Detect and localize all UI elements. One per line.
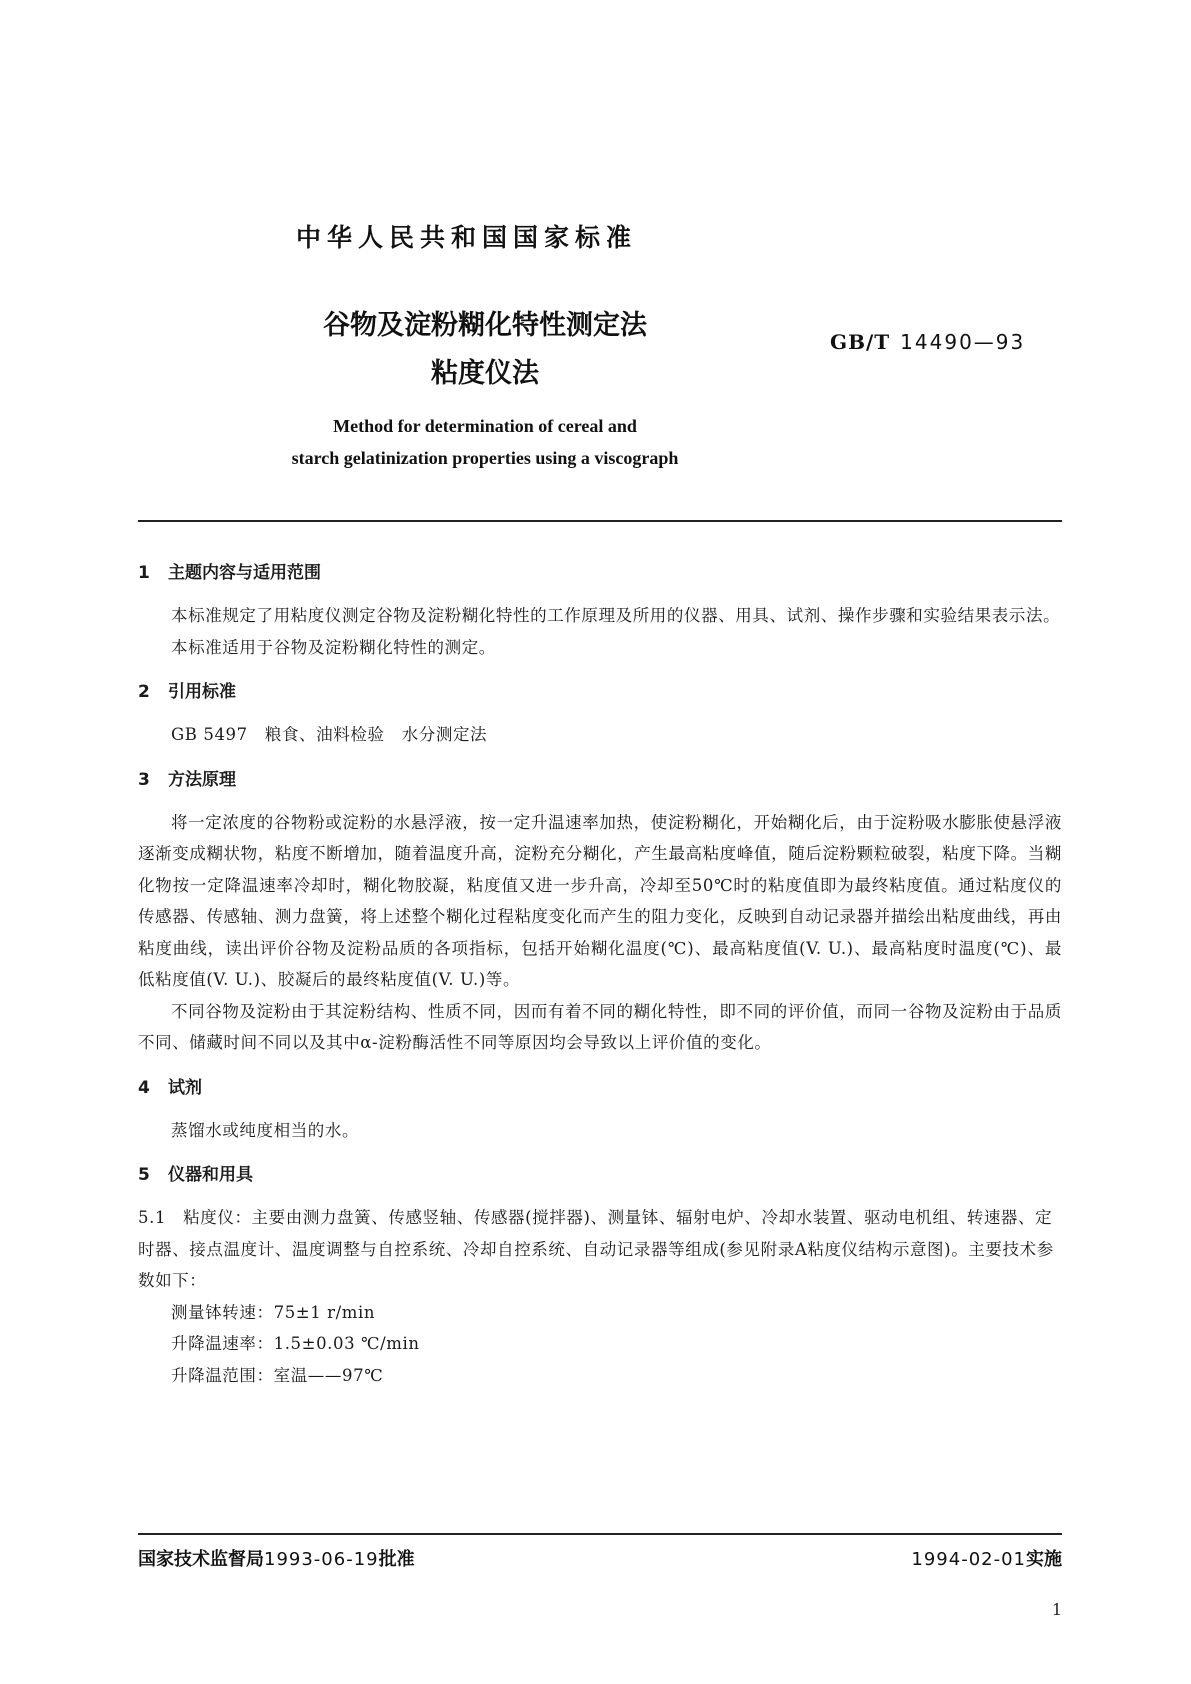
section-title: 主题内容与适用范围 bbox=[168, 563, 321, 583]
effective-line bbox=[880, 1545, 1062, 1571]
standard-number bbox=[830, 330, 1025, 354]
effective-date: 1994-02-01 bbox=[911, 1549, 1026, 1570]
title-english-line2: starch gelatinization properties using a viscograph bbox=[291, 448, 679, 468]
standard-prefix: GB/T bbox=[830, 330, 891, 354]
section-number: 5 bbox=[138, 1165, 150, 1185]
section-3-paragraph-1: 将一定浓度的谷物粉或淀粉的水悬浮液，按一定升温速率加热，使淀粉糊化，开始糊化后，由于淀粉吸水膨胀使悬浮液逐渐变成糊状物，粘度不断增加，随着温度升高，淀粉充分糊化，产生最高粘度峰值，随后淀粉颗粒破裂，粘度下降。当糊化物按一定降温速率冷却时，糊化物胶凝，粘度值又进一步升高，冷却至50℃时的粘度值即为最终粘度值。通过粘度仪的传感器、传感轴、测力盘簧，将上述整个糊化过程粘度变化而产生的阻力变化，反映到自动记录器并描绘出粘度曲线，再由粘度曲线，读出评价谷物及淀粉品质的各项指标，包括开始糊化温度(℃)、最高粘度值(V. U.)、最高粘度时温度(℃)、最低粘度值(V. U.)、胶凝后的最终粘度值(V. U.)等。 bbox=[138, 812, 1062, 989]
parameter-temperature-rate: 升降温速率：1.5±0.03 ℃/min bbox=[171, 1334, 420, 1353]
title-english bbox=[230, 410, 740, 474]
section-1-paragraph-1: 本标准规定了用粘度仪测定谷物及淀粉糊化特性的工作原理及所用的仪器、用具、试剂、操作步骤和实验结果表示法。 bbox=[171, 606, 1061, 625]
section-heading-5 bbox=[138, 1162, 1062, 1188]
national-standard-heading: 中华人民共和国国家标准 bbox=[296, 223, 638, 252]
footer-divider bbox=[138, 1533, 1062, 1535]
parameter-rotation-speed: 测量钵转速：75±1 r/min bbox=[171, 1302, 376, 1322]
title-chinese bbox=[250, 302, 720, 398]
approval-date: 1993-06-19 bbox=[264, 1549, 379, 1570]
section-heading-2 bbox=[138, 679, 1062, 705]
title-english-line1: Method for determination of cereal and bbox=[333, 416, 637, 436]
section-heading-1 bbox=[138, 560, 1062, 586]
section-title: 方法原理 bbox=[168, 769, 236, 790]
section-number: 4 bbox=[138, 1077, 150, 1098]
section-title: 引用标准 bbox=[168, 682, 236, 702]
standard-code: 14490—93 bbox=[900, 330, 1026, 354]
section-title: 仪器和用具 bbox=[168, 1165, 253, 1185]
section-title: 试剂 bbox=[168, 1077, 202, 1098]
title-chinese-line2: 粘度仪法 bbox=[431, 358, 539, 389]
section-heading-3 bbox=[138, 767, 1062, 793]
approval-line bbox=[138, 1545, 415, 1571]
page-number: 1 bbox=[1051, 1600, 1062, 1619]
effective-word: 实施 bbox=[1026, 1549, 1062, 1570]
section-number: 2 bbox=[138, 682, 150, 702]
approval-word: 批准 bbox=[378, 1549, 415, 1570]
title-chinese-line1: 谷物及淀粉糊化特性测定法 bbox=[323, 310, 647, 341]
section-3-paragraph-2: 不同谷物及淀粉由于其淀粉结构、性质不同，因而有着不同的糊化特性，即不同的评价值，而同一谷物及淀粉由于品质不同、储藏时间不同以及其中α-淀粉酶活性不同等原因均会导致以上评价值的变化。 bbox=[138, 1001, 1062, 1052]
section-2-reference: GB 5497 粮食、油料检验 水分测定法 bbox=[171, 725, 488, 744]
document-body bbox=[138, 560, 1062, 1391]
section-heading-4 bbox=[138, 1075, 1062, 1101]
section-4-paragraph-1: 蒸馏水或纯度相当的水。 bbox=[171, 1120, 360, 1140]
section-1-paragraph-2: 本标准适用于谷物及淀粉糊化特性的测定。 bbox=[171, 637, 496, 657]
approval-org: 国家技术监督局 bbox=[138, 1549, 264, 1570]
section-5-1-paragraph: 5.1 粘度仪：主要由测力盘簧、传感竖轴、传感器(搅拌器)、测量钵、辐射电炉、冷却水装置、驱动电机组、转速器、定时器、接点温度计、温度调整与自控系统、冷却自控系统、自动记录器等组成(参见附录A粘度仪结构示意图)。主要技术参数如下： bbox=[138, 1208, 1054, 1290]
parameter-temperature-range: 升降温范围：室温——97℃ bbox=[171, 1365, 384, 1385]
section-number: 3 bbox=[138, 769, 150, 790]
section-number: 1 bbox=[138, 563, 150, 583]
header-divider bbox=[138, 520, 1062, 522]
